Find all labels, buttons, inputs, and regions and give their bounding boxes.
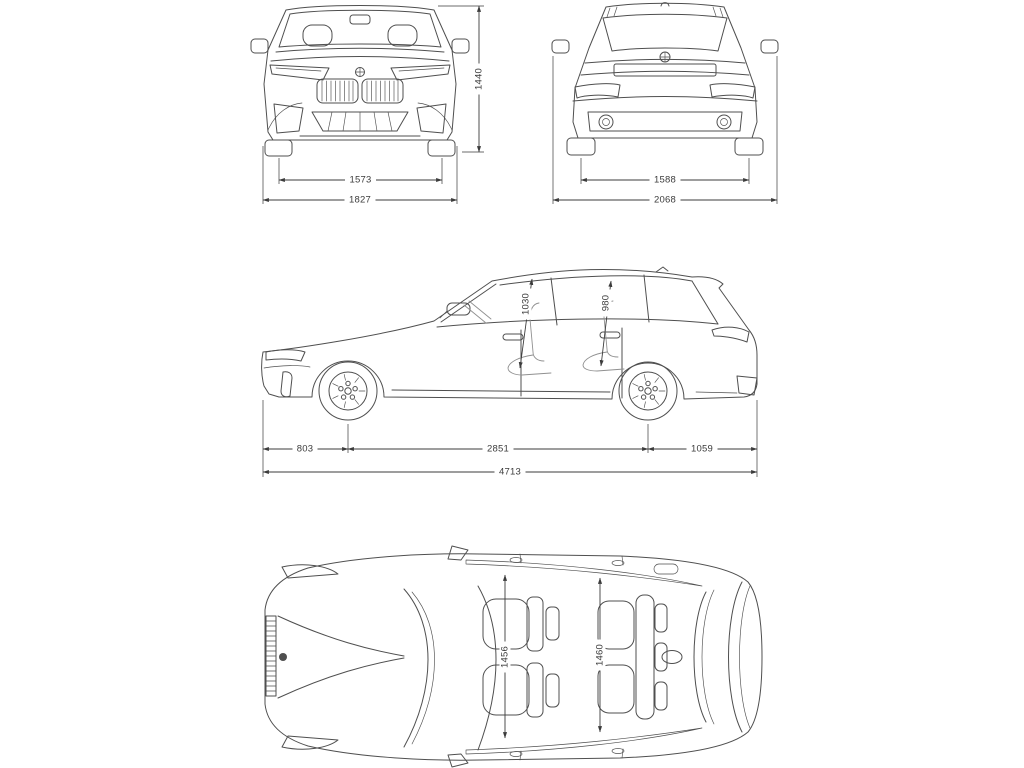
dim-label-front-width: 1827: [349, 194, 371, 206]
dim-label-front-track: 1573: [349, 174, 372, 186]
roof-mount-2: [612, 561, 624, 566]
taillight-left: [575, 84, 620, 98]
extension-lines-side: [263, 400, 757, 477]
side-intake-left: [274, 104, 303, 133]
b-pillar: [551, 278, 557, 325]
license-plate-recess: [614, 64, 716, 76]
exhaust-left: [599, 115, 613, 129]
rear-headrest-3: [655, 682, 667, 710]
roof-box-detail: [654, 564, 678, 574]
front-wheel-left: [265, 140, 292, 156]
rear-wheel-left: [567, 138, 595, 155]
dim-label-front-headroom: 1030: [520, 293, 532, 315]
bumper-valance: [588, 112, 742, 131]
bumper-top-line: [573, 97, 757, 102]
bmw-roundel-top-icon: [279, 653, 287, 661]
console-oval: [662, 651, 682, 664]
spoiler-arc-outer: [729, 582, 743, 732]
windshield-arc-outer: [404, 589, 428, 747]
extension-lines-front: [263, 6, 484, 204]
front-bumper-crease: [264, 366, 310, 368]
glass-top-line: [500, 276, 692, 285]
front-wheel: [319, 362, 377, 420]
kidney-grille-left: [317, 79, 358, 103]
c-pillar: [644, 275, 649, 322]
seat-front-right-headrest: [546, 674, 559, 707]
dim-label-front-interior-width: 1456: [499, 646, 511, 668]
spoiler-arc-inner: [740, 586, 751, 728]
headlight-left: [270, 65, 329, 80]
rear-bench-backrest: [636, 595, 654, 719]
dim-label-rear-headroom: 980: [600, 294, 612, 312]
front-view-dimensions: [263, 6, 485, 206]
windshield-arc-inner: [412, 592, 435, 744]
hood-crease: [271, 57, 449, 62]
headlight-top-left: [282, 565, 338, 578]
front-seat-cushion: [508, 355, 551, 375]
rear-window-arc-outer: [694, 592, 706, 722]
intake-hatch: [328, 112, 392, 131]
dim-label-rear-width: 2068: [654, 194, 676, 206]
dim-label-front-overhang: 803: [296, 443, 314, 455]
mirror-stalk: [440, 311, 447, 318]
side-view-drawing: [262, 267, 757, 420]
side-glass-bottom: [466, 728, 702, 754]
taillight-side: [712, 327, 749, 342]
interior-mirror: [350, 15, 370, 24]
top-view-drawing: [265, 546, 762, 767]
front-headrest-left: [303, 25, 332, 46]
headlight-top-right: [282, 736, 338, 749]
exhaust-right: [717, 115, 731, 129]
exhaust-right-inner: [721, 119, 728, 126]
taillight-right: [710, 84, 755, 98]
rear-bumper-exhaust: [737, 376, 757, 395]
rear-window-arc-inner: [702, 590, 714, 724]
belt-line: [437, 319, 718, 327]
grille-slats: [322, 81, 398, 101]
headlight-right: [391, 65, 450, 80]
rear-headrest-1: [655, 604, 667, 632]
rear-wheel-right: [735, 138, 763, 155]
front-right-mirror: [452, 39, 469, 53]
dim-label-rear-interior-width: 1460: [594, 644, 606, 666]
rear-bench-cushion-right: [598, 665, 634, 713]
front-windshield: [279, 10, 441, 47]
seat-front-left-headrest: [546, 607, 559, 640]
dim-label-rear-track: 1588: [654, 174, 676, 186]
rear-bumper-crease: [696, 392, 737, 393]
dim-label-wheelbase: 2851: [487, 443, 509, 455]
hood-lines: [278, 616, 404, 698]
front-seat-back: [530, 303, 544, 361]
grille-hatch-lines: [266, 621, 276, 691]
cowl-line: [276, 48, 444, 52]
dim-label-overall-length: 4713: [499, 466, 521, 478]
rear-view-drawing: [552, 3, 778, 155]
d-pillar: [692, 281, 718, 324]
door-handle-rear: [600, 332, 620, 338]
rear-right-mirror: [761, 40, 778, 53]
front-headrest-right: [388, 25, 417, 46]
top-door-cuts: [520, 554, 623, 760]
top-mirror-left: [448, 546, 468, 560]
door-handle-front: [503, 334, 523, 340]
tailgate-crease-2: [581, 71, 749, 75]
rear-seat-cushion: [583, 352, 624, 371]
front-left-mirror: [251, 39, 268, 53]
dim-label-height: 1440: [473, 68, 485, 90]
rear-window: [603, 14, 727, 51]
front-wheel-right: [428, 140, 455, 156]
front-view-drawing: [251, 6, 469, 157]
roof-mount-4: [612, 749, 624, 754]
side-intake-right: [417, 104, 446, 133]
shark-fin-antenna: [656, 267, 668, 272]
air-curtain: [281, 372, 292, 397]
kidney-grille-right: [362, 79, 403, 103]
top-body-outline: [265, 554, 762, 760]
exhaust-left-inner: [603, 119, 610, 126]
side-view-dimensions: [263, 279, 757, 478]
rear-wheel: [619, 362, 677, 420]
dim-label-rear-overhang: 1059: [691, 443, 713, 455]
rocker-line: [392, 390, 610, 392]
rear-left-mirror: [552, 40, 569, 53]
rear-headrest-2: [655, 643, 667, 671]
